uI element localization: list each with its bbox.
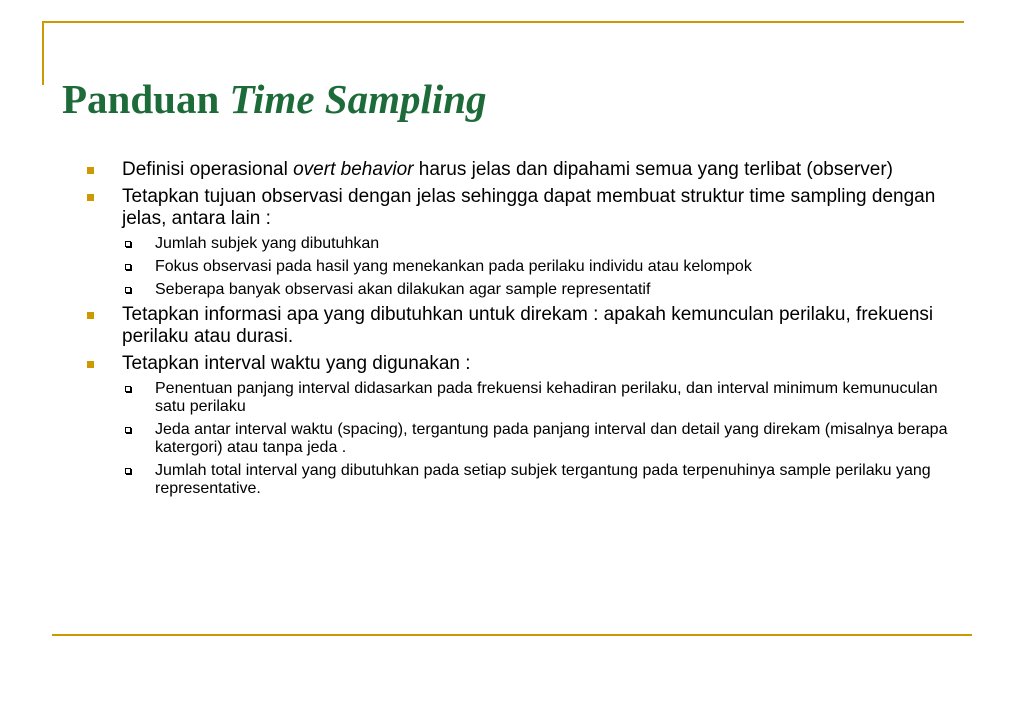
sub-bullet	[122, 235, 966, 253]
left-border-line	[42, 21, 44, 85]
sub-bullet-text: Penentuan panjang interval didasarkan pada frekuensi kehadiran perilaku, dan interval minimum kemunuculan satu perilaku	[155, 380, 938, 415]
square-bullet-icon	[87, 361, 94, 368]
bullet-interval	[86, 353, 966, 375]
bullet-text-post: harus jelas dan dipahami semua yang terlibat (observer)	[418, 159, 893, 180]
bullet-definisi	[86, 159, 966, 181]
title-plain: Panduan	[62, 76, 220, 122]
hollow-square-bullet-icon	[125, 241, 131, 247]
bullet-text: Tetapkan informasi apa yang dibutuhkan untuk direkam : apakah kemunculan perilaku, frekuensi perilaku atau durasi.	[122, 304, 934, 347]
bullet-informasi	[86, 304, 966, 348]
slide-title	[62, 74, 487, 124]
sub-bullet	[122, 281, 966, 299]
bullet-text: Tetapkan interval waktu yang digunakan :	[122, 353, 471, 374]
bottom-border-line	[52, 634, 972, 636]
sub-bullet-text: Jeda antar interval waktu (spacing), tergantung pada panjang interval dan detail yang direkam (misalnya berapa katergori) atau tanpa jeda .	[155, 421, 948, 456]
hollow-square-bullet-icon	[125, 427, 131, 433]
bullet-tujuan	[86, 186, 966, 230]
sub-bullet	[122, 380, 966, 416]
hollow-square-bullet-icon	[125, 386, 131, 392]
sub-bullet-text: Seberapa banyak observasi akan dilakukan agar sample representatif	[155, 281, 651, 298]
bullet-text-pre: Definisi operasional	[122, 159, 288, 180]
sub-bullet-text: Jumlah subjek yang dibutuhkan	[155, 235, 380, 252]
square-bullet-icon	[87, 312, 94, 319]
sub-bullet	[122, 462, 966, 498]
hollow-square-bullet-icon	[125, 287, 131, 293]
bullet-text: Tetapkan tujuan observasi dengan jelas sehingga dapat membuat struktur time sampling dengan jelas, antara lain :	[122, 186, 936, 229]
hollow-square-bullet-icon	[125, 468, 131, 474]
sub-bullet-text: Fokus observasi pada hasil yang menekankan pada perilaku individu atau kelompok	[155, 258, 752, 275]
hollow-square-bullet-icon	[125, 264, 131, 270]
title-italic: Time Sampling	[229, 76, 487, 122]
top-border-line	[42, 21, 964, 23]
sub-bullet	[122, 258, 966, 276]
bullet-text-italic: overt behavior	[293, 159, 414, 180]
square-bullet-icon	[87, 167, 94, 174]
sub-bullet-text: Jumlah total interval yang dibutuhkan pada setiap subjek tergantung pada terpenuhinya sample perilaku yang representative.	[155, 462, 931, 497]
sub-bullet	[122, 421, 966, 457]
square-bullet-icon	[87, 194, 94, 201]
bullet-list	[86, 159, 966, 503]
